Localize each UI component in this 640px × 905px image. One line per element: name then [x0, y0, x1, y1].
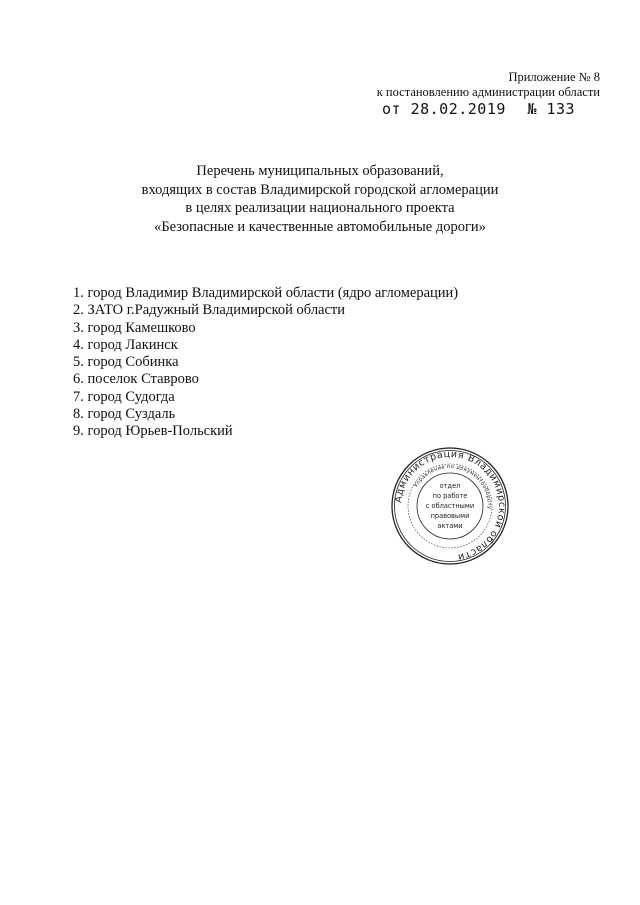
svg-text:правовыми: правовыми: [430, 512, 470, 520]
appendix-reference: к постановлению администрации области: [376, 85, 600, 99]
appendix-header: [377, 70, 600, 100]
stamp-center-text: [426, 482, 474, 530]
svg-text:по работе: по работе: [432, 492, 468, 500]
list-item: 5. город Собинка: [73, 354, 179, 371]
title-line: Перечень муниципальных образований,: [196, 163, 444, 179]
list-item: 3. город Камешково: [73, 319, 196, 336]
official-stamp: [390, 446, 510, 566]
document-date: 28.02.2019: [410, 100, 506, 118]
appendix-number: Приложение № 8: [508, 70, 600, 84]
list-item: 6. поселок Ставрово: [73, 371, 199, 388]
title-line: входящих в состав Владимирской городской агломерации: [141, 181, 499, 198]
list-item: 8. город Суздаль: [73, 406, 176, 423]
stamp-inner-text: Управление по документообороту: [413, 463, 493, 510]
document-date-number: [382, 100, 575, 118]
list-item: 9. город Юрьев-Польский: [73, 423, 233, 440]
date-prefix: от: [382, 100, 402, 118]
title-line: «Безопасные и качественные автомобильные дороги»: [154, 218, 486, 235]
stamp-outer-text: Администрация Владимирской области: [393, 448, 508, 563]
title-line: в целях реализации национального проекта: [185, 200, 455, 216]
list-item: 1. город Владимир Владимирской области (ядро агломерации): [73, 285, 459, 301]
municipalities-list: [73, 285, 458, 441]
document-title: [100, 162, 540, 236]
list-item: 7. город Судогда: [73, 388, 175, 405]
svg-text:актами: актами: [437, 522, 463, 530]
svg-text:отдел: отдел: [439, 482, 461, 490]
number-sign: №: [527, 100, 537, 118]
list-item: 2. ЗАТО г.Радужный Владимирской области: [73, 302, 346, 319]
svg-text:с областными: с областными: [425, 502, 475, 510]
stamp-seal-icon: [390, 446, 510, 566]
list-item: 4. город Лакинск: [73, 336, 178, 353]
document-number: 133: [546, 100, 576, 118]
